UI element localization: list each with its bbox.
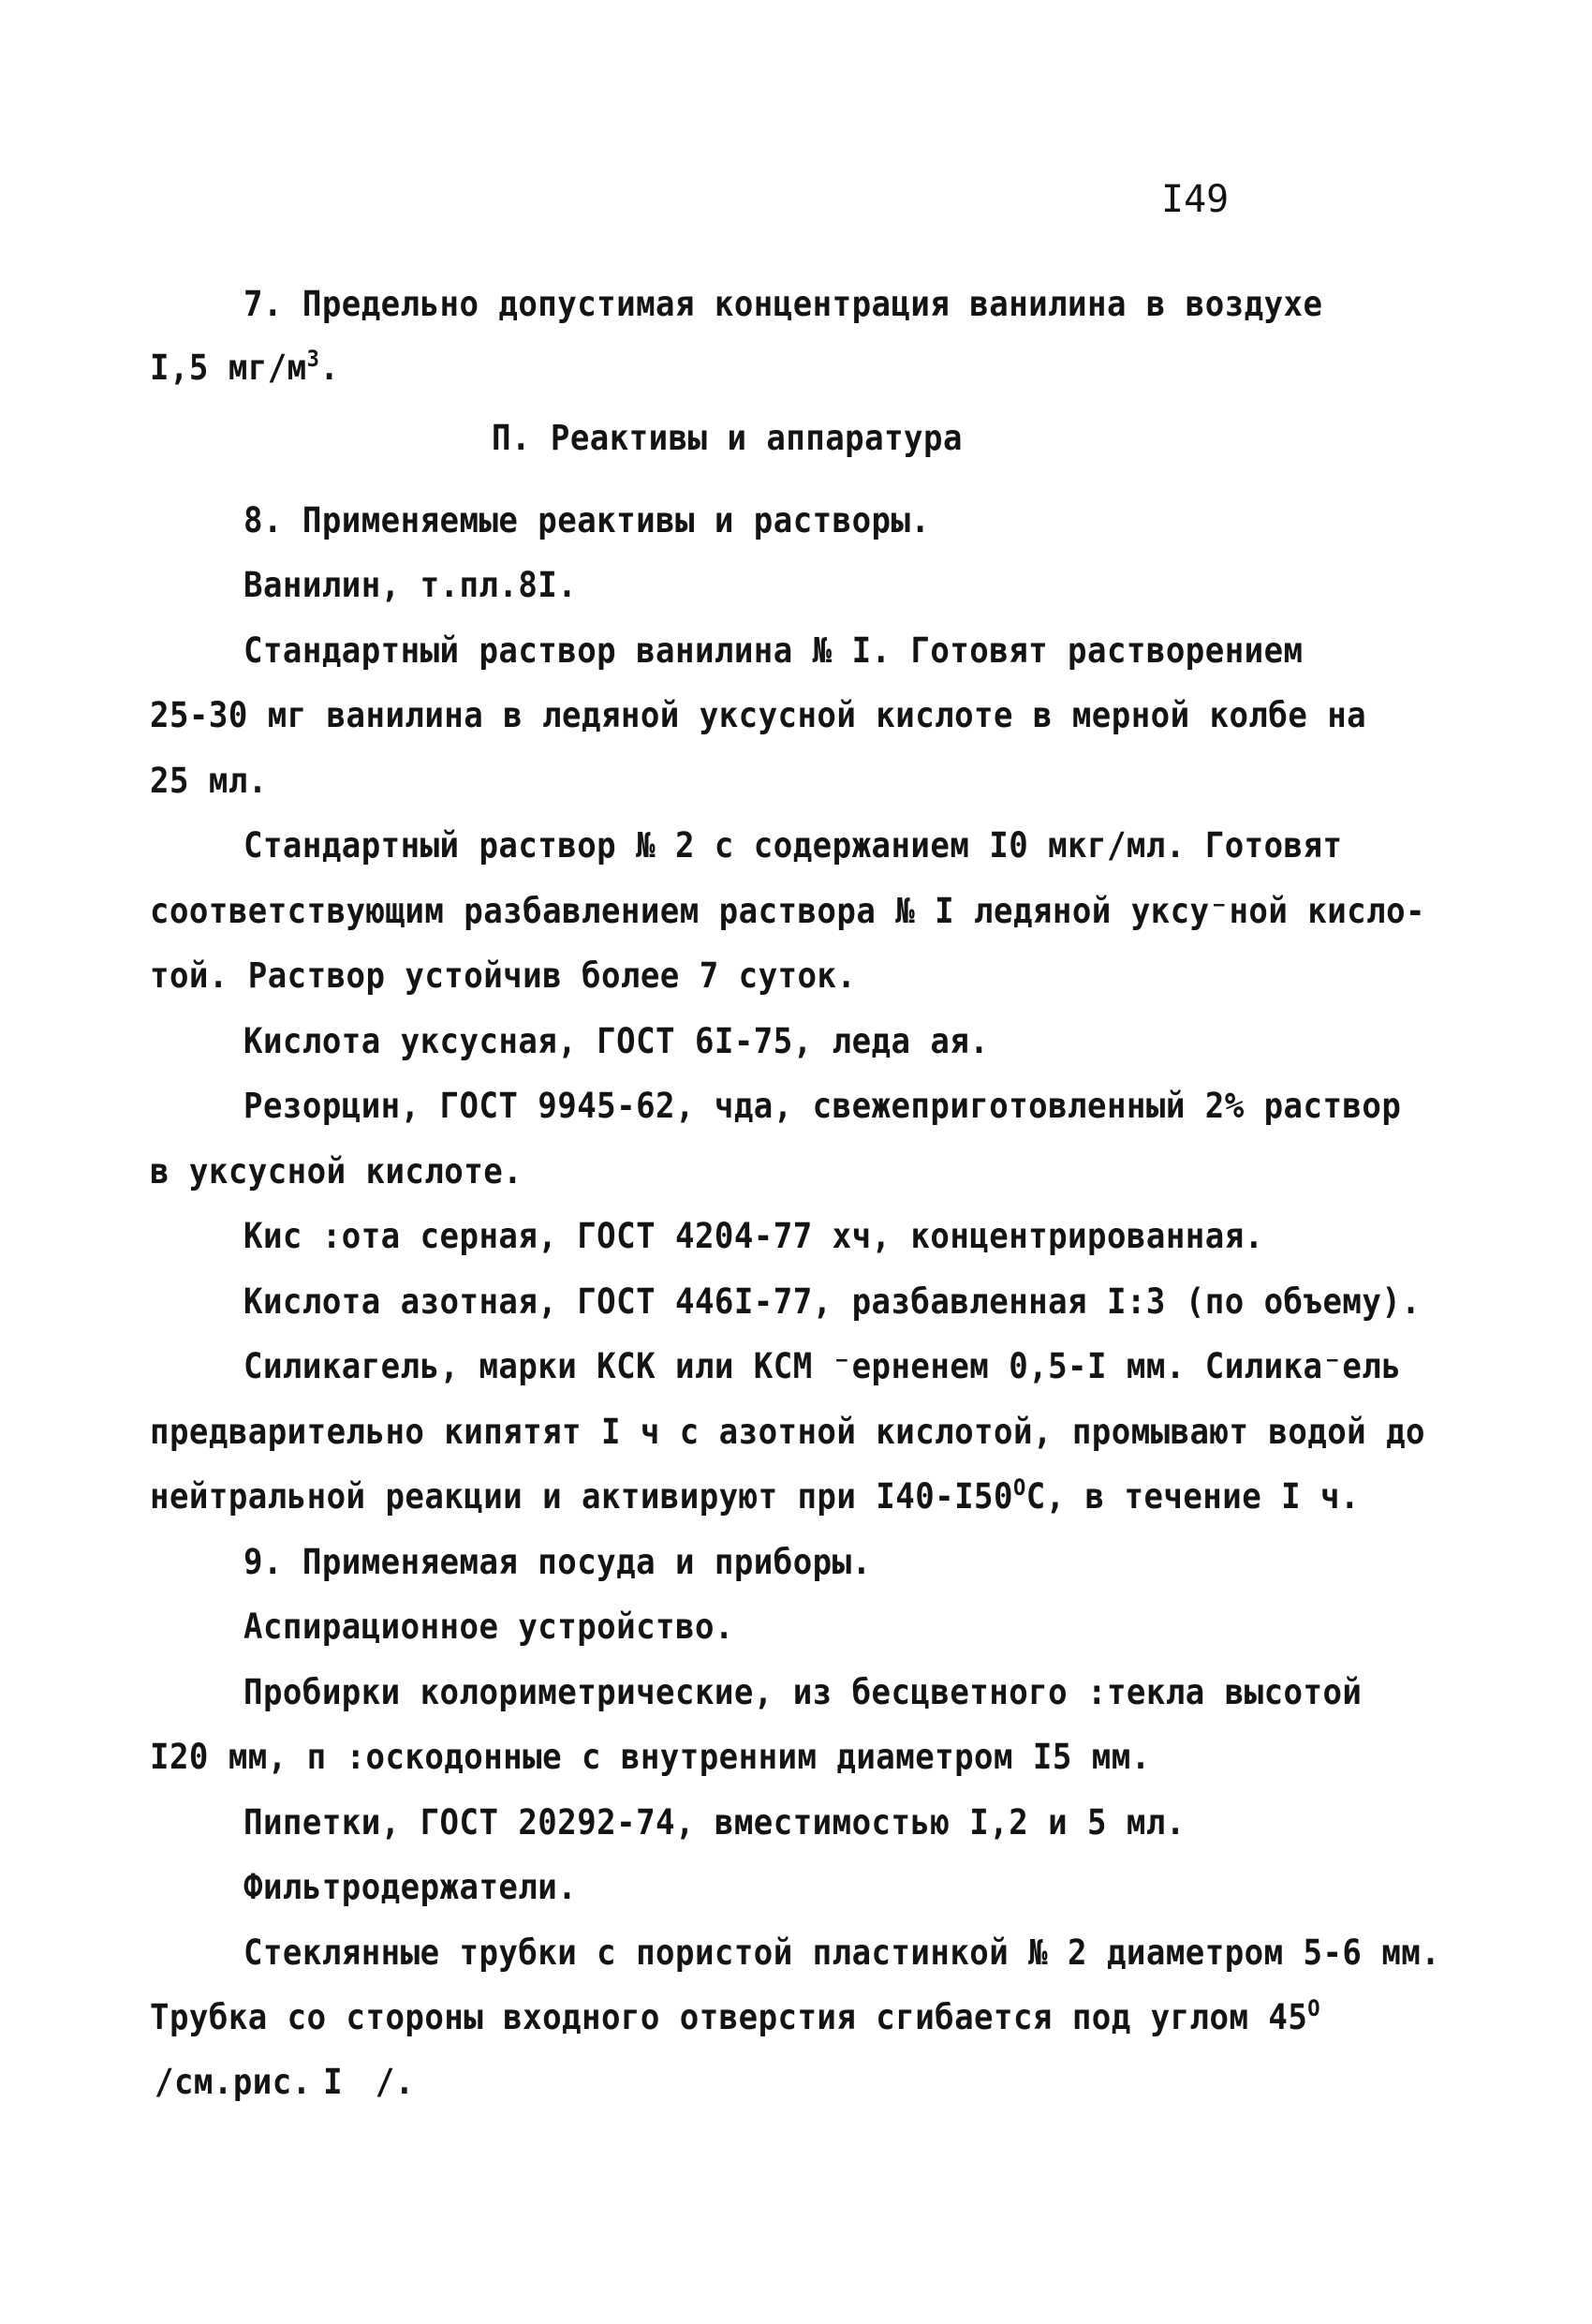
text-line: Аспирационное устройство. (243, 1606, 734, 1647)
text-line: Пипетки, ГОСТ 20292-74, вместимостью I,2 и 5 мл. (243, 1802, 1186, 1843)
text-line: нейтральной реакции и активируют при $I40-I50^OС$, в течение I ч. (150, 1474, 1360, 1517)
text-line: 8. Применяемые реактивы и растворы. (243, 500, 931, 540)
text-line: /см.рис. I /. (155, 2062, 415, 2102)
text-line: Стеклянные трубки с пористой пластинкой № 2 диаметром 5-6 мм. (243, 1932, 1441, 1973)
text-line: Силикагель, марки КСК или КСМ ⁻ерненем 0,5-I мм. Силика⁻ель (243, 1346, 1402, 1386)
text-line: Стандартный раствор ванилина № I. Готовят растворением (243, 630, 1304, 671)
text-line: Кислота уксусная, ГОСТ 6I-75, леда ая. (243, 1021, 990, 1061)
text-line: Кислота азотная, ГОСТ 446I-77, разбавленная I:3 (по объему). (243, 1281, 1422, 1322)
text-line: Кис :ота серная, ГОСТ 4204-77 хч, концентрированная. (243, 1216, 1264, 1256)
section-heading: П. Реактивы и аппаратура (492, 418, 963, 458)
page-number: I49 (1161, 178, 1230, 221)
text-line: той. Раствор устойчив более 7 суток. (150, 955, 857, 996)
text-line: 25 мл. (150, 761, 268, 801)
text-line: Ванилин, т.пл.8I. (243, 565, 578, 605)
text-line: 9. Применяемая посуда и приборы. (243, 1542, 872, 1582)
text-line: I,5 $мг/м^3$. (150, 346, 340, 388)
text-line: соответствующим разбавлением раствора № I ледяной уксу⁻ной кисло- (150, 891, 1426, 931)
text-line: I20 мм, п :оскодонные с внутренним диаметром I5 мм. (150, 1737, 1151, 1777)
text-line: 7. Предельно допустимая концентрация ванилина в воздухе (243, 284, 1323, 324)
text-line: Фильтродержатели. (243, 1867, 578, 1907)
text-line: Стандартный раствор № 2 с содержанием I0 мкг/мл. Готовят (243, 825, 1343, 866)
text-line: Резорцин, ГОСТ 9945-62, чда, свежеприготовленный 2% раствор (243, 1086, 1402, 1126)
handwritten-figure-number: I (323, 2062, 344, 2102)
text-line: 25-30 мг ванилина в ледяной уксусной кислоте в мерной колбе на (150, 695, 1367, 735)
text-line: предварительно кипятят I ч с азотной кислотой, промывают водой до (150, 1412, 1426, 1452)
text-line: Трубка со стороны входного отверстия сгибается под углом $45^O$ (150, 1995, 1321, 2037)
text-line: Пробирки колориметрические, из бесцветного :текла высотой (243, 1672, 1363, 1712)
text-line: в уксусной кислоте. (150, 1151, 523, 1192)
